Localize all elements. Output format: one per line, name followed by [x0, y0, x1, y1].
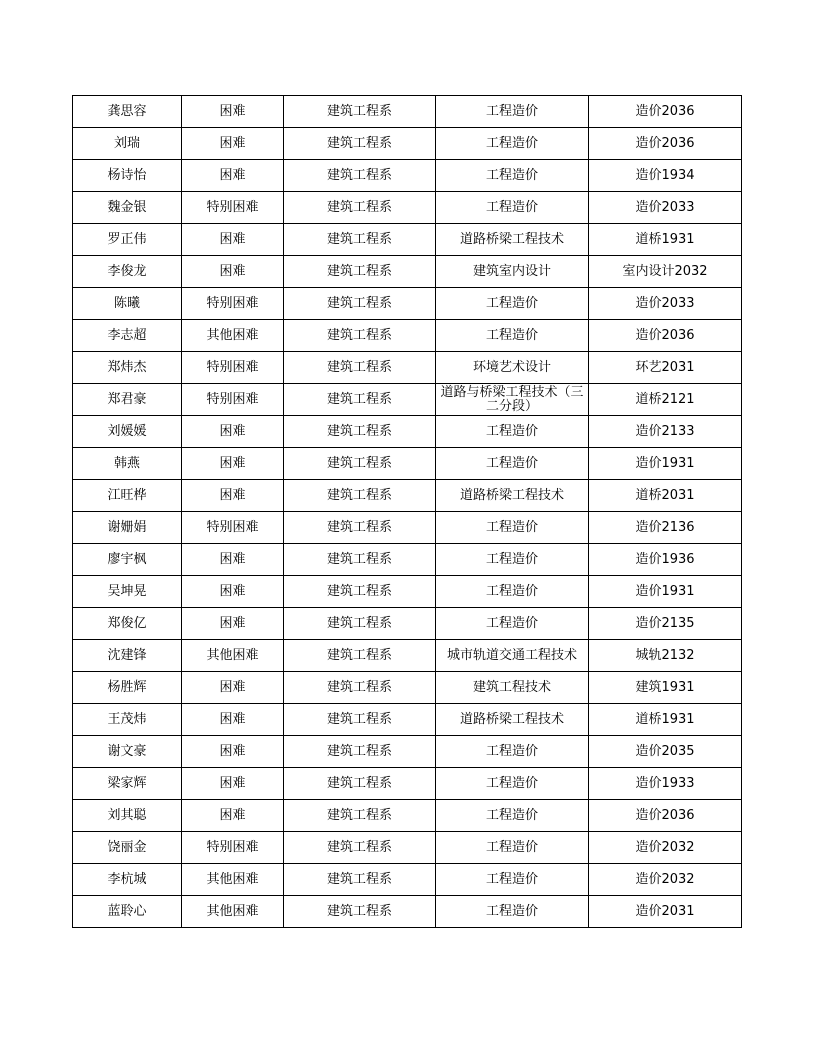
- cell-major: 工程造价: [436, 448, 589, 480]
- table-row: [73, 128, 742, 160]
- cell-major: 工程造价: [436, 96, 589, 128]
- table-row: [73, 448, 742, 480]
- cell-name: 王茂炜: [73, 704, 182, 736]
- cell-difficulty-level: 困难: [182, 704, 284, 736]
- table-row: [73, 288, 742, 320]
- table-row: [73, 480, 742, 512]
- cell-difficulty-level: 困难: [182, 160, 284, 192]
- table-row: [73, 256, 742, 288]
- cell-difficulty-level: 困难: [182, 480, 284, 512]
- cell-department: 建筑工程系: [284, 512, 436, 544]
- table-row: [73, 864, 742, 896]
- cell-department: 建筑工程系: [284, 672, 436, 704]
- cell-difficulty-level: 特别困难: [182, 352, 284, 384]
- cell-department: 建筑工程系: [284, 800, 436, 832]
- cell-class: 道桥1931: [589, 224, 742, 256]
- cell-class: 造价1931: [589, 448, 742, 480]
- cell-class: 城轨2132: [589, 640, 742, 672]
- cell-department: 建筑工程系: [284, 608, 436, 640]
- cell-difficulty-level: 其他困难: [182, 864, 284, 896]
- cell-major: 工程造价: [436, 288, 589, 320]
- table-row: [73, 224, 742, 256]
- table-row: [73, 800, 742, 832]
- cell-name: 郑炜杰: [73, 352, 182, 384]
- cell-name: 杨诗怡: [73, 160, 182, 192]
- cell-major: 工程造价: [436, 768, 589, 800]
- cell-name: 李志超: [73, 320, 182, 352]
- cell-name: 杨胜辉: [73, 672, 182, 704]
- table-row: [73, 544, 742, 576]
- table-row: [73, 160, 742, 192]
- cell-class: 造价1931: [589, 576, 742, 608]
- cell-name: 梁家辉: [73, 768, 182, 800]
- cell-class: 造价1933: [589, 768, 742, 800]
- cell-major: 工程造价: [436, 416, 589, 448]
- cell-class: 造价2135: [589, 608, 742, 640]
- cell-department: 建筑工程系: [284, 192, 436, 224]
- cell-department: 建筑工程系: [284, 640, 436, 672]
- cell-class: 道桥2031: [589, 480, 742, 512]
- cell-difficulty-level: 特别困难: [182, 512, 284, 544]
- cell-major: 工程造价: [436, 128, 589, 160]
- cell-difficulty-level: 特别困难: [182, 288, 284, 320]
- cell-class: 造价2136: [589, 512, 742, 544]
- cell-major: 建筑室内设计: [436, 256, 589, 288]
- cell-difficulty-level: 困难: [182, 608, 284, 640]
- cell-class: 道桥1931: [589, 704, 742, 736]
- table-row: [73, 736, 742, 768]
- cell-difficulty-level: 其他困难: [182, 896, 284, 928]
- table-row: [73, 96, 742, 128]
- table-body: [73, 96, 742, 928]
- cell-class: 环艺2031: [589, 352, 742, 384]
- cell-difficulty-level: 困难: [182, 96, 284, 128]
- cell-class: 造价2036: [589, 800, 742, 832]
- cell-department: 建筑工程系: [284, 384, 436, 416]
- cell-class: 造价1936: [589, 544, 742, 576]
- cell-major: 工程造价: [436, 736, 589, 768]
- cell-major: 工程造价: [436, 896, 589, 928]
- cell-major: 工程造价: [436, 320, 589, 352]
- cell-name: 李俊龙: [73, 256, 182, 288]
- cell-name: 谢姗娟: [73, 512, 182, 544]
- cell-name: 李杭城: [73, 864, 182, 896]
- cell-department: 建筑工程系: [284, 128, 436, 160]
- cell-department: 建筑工程系: [284, 416, 436, 448]
- cell-name: 刘媛媛: [73, 416, 182, 448]
- cell-class: 造价2133: [589, 416, 742, 448]
- cell-class: 造价2033: [589, 288, 742, 320]
- cell-difficulty-level: 困难: [182, 224, 284, 256]
- table-row: [73, 896, 742, 928]
- cell-difficulty-level: 困难: [182, 736, 284, 768]
- cell-major: 道路桥梁工程技术: [436, 704, 589, 736]
- cell-class: 造价2032: [589, 832, 742, 864]
- cell-major: 工程造价: [436, 160, 589, 192]
- cell-class: 造价2036: [589, 128, 742, 160]
- cell-class: 道桥2121: [589, 384, 742, 416]
- table-row: [73, 192, 742, 224]
- cell-major: 工程造价: [436, 832, 589, 864]
- cell-name: 郑君豪: [73, 384, 182, 416]
- cell-department: 建筑工程系: [284, 864, 436, 896]
- cell-department: 建筑工程系: [284, 768, 436, 800]
- cell-department: 建筑工程系: [284, 96, 436, 128]
- cell-department: 建筑工程系: [284, 224, 436, 256]
- cell-class: 造价1934: [589, 160, 742, 192]
- cell-name: 廖宇枫: [73, 544, 182, 576]
- table-row: [73, 576, 742, 608]
- cell-name: 江旺桦: [73, 480, 182, 512]
- cell-name: 罗正伟: [73, 224, 182, 256]
- table-row: [73, 768, 742, 800]
- cell-class: 造价2033: [589, 192, 742, 224]
- table-row: [73, 704, 742, 736]
- table-row: [73, 416, 742, 448]
- cell-difficulty-level: 困难: [182, 544, 284, 576]
- cell-class: 造价2032: [589, 864, 742, 896]
- cell-difficulty-level: 困难: [182, 800, 284, 832]
- cell-major: 道路与桥梁工程技术（三二分段）: [436, 384, 589, 416]
- cell-name: 魏金银: [73, 192, 182, 224]
- cell-class: 室内设计2032: [589, 256, 742, 288]
- table-row: [73, 512, 742, 544]
- cell-class: 造价2035: [589, 736, 742, 768]
- cell-difficulty-level: 特别困难: [182, 832, 284, 864]
- cell-class: 建筑1931: [589, 672, 742, 704]
- cell-department: 建筑工程系: [284, 576, 436, 608]
- cell-difficulty-level: 其他困难: [182, 320, 284, 352]
- cell-department: 建筑工程系: [284, 448, 436, 480]
- cell-department: 建筑工程系: [284, 352, 436, 384]
- cell-name: 饶丽金: [73, 832, 182, 864]
- cell-difficulty-level: 困难: [182, 576, 284, 608]
- cell-major: 建筑工程技术: [436, 672, 589, 704]
- cell-major: 工程造价: [436, 192, 589, 224]
- cell-department: 建筑工程系: [284, 320, 436, 352]
- cell-name: 谢文豪: [73, 736, 182, 768]
- cell-department: 建筑工程系: [284, 480, 436, 512]
- cell-difficulty-level: 特别困难: [182, 192, 284, 224]
- cell-difficulty-level: 其他困难: [182, 640, 284, 672]
- cell-department: 建筑工程系: [284, 288, 436, 320]
- cell-name: 韩燕: [73, 448, 182, 480]
- cell-department: 建筑工程系: [284, 736, 436, 768]
- cell-major: 工程造价: [436, 608, 589, 640]
- cell-major: 道路桥梁工程技术: [436, 224, 589, 256]
- cell-major: 工程造价: [436, 576, 589, 608]
- cell-class: 造价2031: [589, 896, 742, 928]
- cell-difficulty-level: 困难: [182, 256, 284, 288]
- cell-difficulty-level: 困难: [182, 416, 284, 448]
- cell-difficulty-level: 困难: [182, 128, 284, 160]
- table-row: [73, 640, 742, 672]
- cell-department: 建筑工程系: [284, 256, 436, 288]
- cell-department: 建筑工程系: [284, 704, 436, 736]
- cell-name: 刘瑞: [73, 128, 182, 160]
- table-row: [73, 352, 742, 384]
- cell-major: 工程造价: [436, 800, 589, 832]
- cell-department: 建筑工程系: [284, 160, 436, 192]
- cell-class: 造价2036: [589, 320, 742, 352]
- table-row: [73, 384, 742, 416]
- cell-major: 环境艺术设计: [436, 352, 589, 384]
- cell-difficulty-level: 困难: [182, 448, 284, 480]
- table-row: [73, 608, 742, 640]
- cell-name: 郑俊亿: [73, 608, 182, 640]
- cell-name: 吴坤晃: [73, 576, 182, 608]
- cell-name: 蓝聆心: [73, 896, 182, 928]
- cell-name: 龚思容: [73, 96, 182, 128]
- cell-name: 陈曦: [73, 288, 182, 320]
- cell-name: 刘其聪: [73, 800, 182, 832]
- table-row: [73, 320, 742, 352]
- cell-major: 工程造价: [436, 544, 589, 576]
- student-aid-table: [72, 95, 742, 928]
- cell-major: 城市轨道交通工程技术: [436, 640, 589, 672]
- table-row: [73, 832, 742, 864]
- cell-major: 工程造价: [436, 512, 589, 544]
- cell-department: 建筑工程系: [284, 832, 436, 864]
- table-row: [73, 672, 742, 704]
- cell-department: 建筑工程系: [284, 544, 436, 576]
- cell-major: 工程造价: [436, 864, 589, 896]
- cell-difficulty-level: 困难: [182, 672, 284, 704]
- cell-difficulty-level: 特别困难: [182, 384, 284, 416]
- cell-major: 道路桥梁工程技术: [436, 480, 589, 512]
- cell-name: 沈建锋: [73, 640, 182, 672]
- cell-department: 建筑工程系: [284, 896, 436, 928]
- cell-class: 造价2036: [589, 96, 742, 128]
- cell-difficulty-level: 困难: [182, 768, 284, 800]
